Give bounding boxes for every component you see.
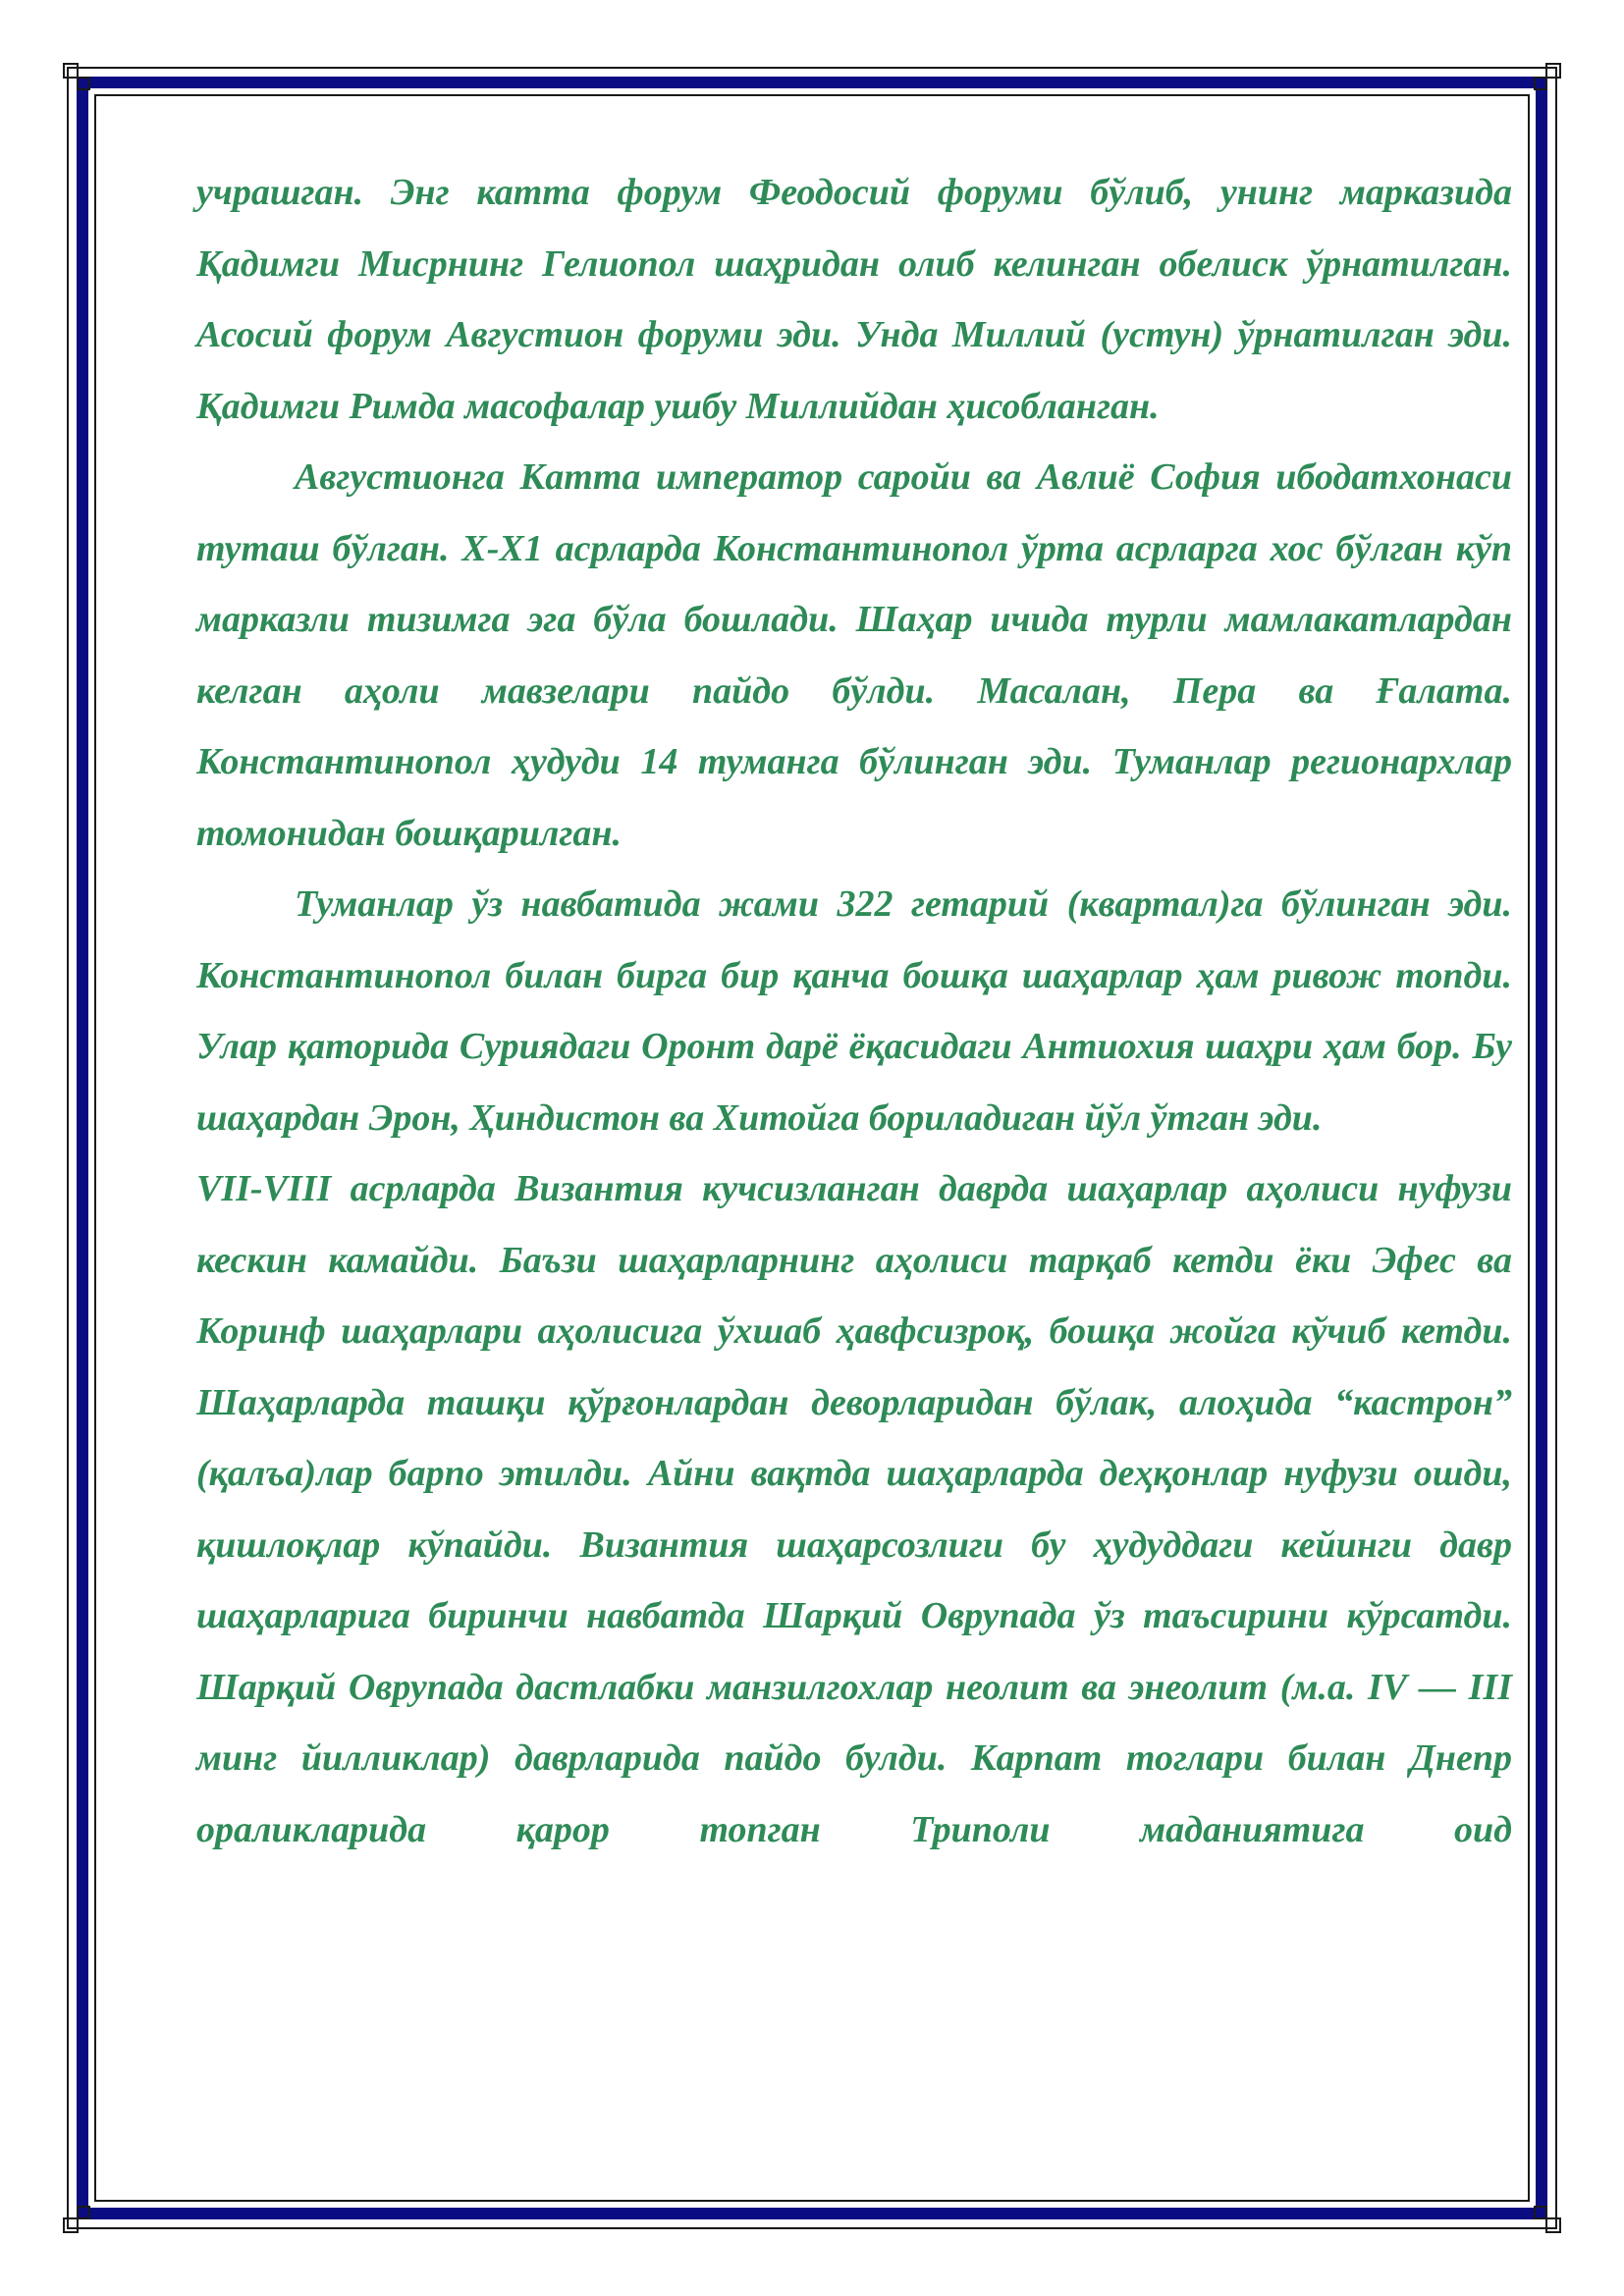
paragraph-2: Августионга Катта император саройи ва Авлиё София ибодатхонаси туташ бўлган. X-X1 асрларда Константинопол ўрта асрларга хос бўлган кўп марказли тизимга эга бўла бошлади. Шаҳар ичида турли мамлакатлардан келган аҳоли мавзелари пайдо бўлди. Масалан, Пера ва Ғалата. Константинопол ҳудуди 14 туманга бўлинган эди. Туманлар регионархлар томонидан бошқарилган. <box>196 456 1512 854</box>
corner-ornament-top-left <box>63 63 102 102</box>
paragraph-4: VII-VIII асрларда Византия кучсизланган даврда шаҳарлар аҳолиси нуфузи кескин камайди. Баъзи шаҳарларнинг аҳолиси тарқаб кетди ёки Эфес ва Коринф шаҳарлари аҳолисига ўхшаб ҳавфсизроқ, бошқа жойга кўчиб кетди. Шаҳарларда ташқи қўрғонлардан деворларидан бўлак, алоҳида “кастрон” (қалъа)лар барпо этилди. Айни вақтда шаҳарларда деҳқонлар нуфузи ошди, қишлоқлар кўпайди. Византия шаҳарсозлиги бу ҳудуддаги кейинги давр шаҳарларига биринчи навбатда Шарқий Оврупада ўз таъсирини кўрсатди. Шарқий Оврупада дастлабки манзилгохлар неолит ва энеолит (м.а. IV — III минг йилликлар) даврларида пайдо булди. Карпат тоглари билан Днепр ораликларида қарор топган Триполи маданиятига оид <box>196 1168 1512 1850</box>
document-body <box>196 157 1512 1865</box>
paragraph-1: учрашган. Энг катта форум Феодосий форуми бўлиб, унинг марказида Қадимги Мисрнинг Гелиопол шаҳридан олиб келинган обелиск ўрнатилган. Асосий форум Августион форуми эди. Унда Миллий (устун) ўрнатилган эди. Қадимги Римда масофалар ушбу Миллийдан ҳисобланган. <box>196 172 1512 427</box>
corner-ornament-bottom-right <box>1522 2194 1561 2233</box>
corner-ornament-bottom-left <box>63 2194 102 2233</box>
corner-ornament-top-right <box>1522 63 1561 102</box>
paragraph-3: Туманлар ўз навбатида жами 322 гетарий (квартал)га бўлинган эди. Константинопол билан бирга бир қанча бошқа шаҳарлар ҳам ривож топди. Улар қаторида Суриядаги Оронт дарё ёқасидаги Антиохия шаҳри ҳам бор. Бу шаҳардан Эрон, Ҳиндистон ва Хитойга бориладиган йўл ўтган эди. <box>196 883 1512 1139</box>
